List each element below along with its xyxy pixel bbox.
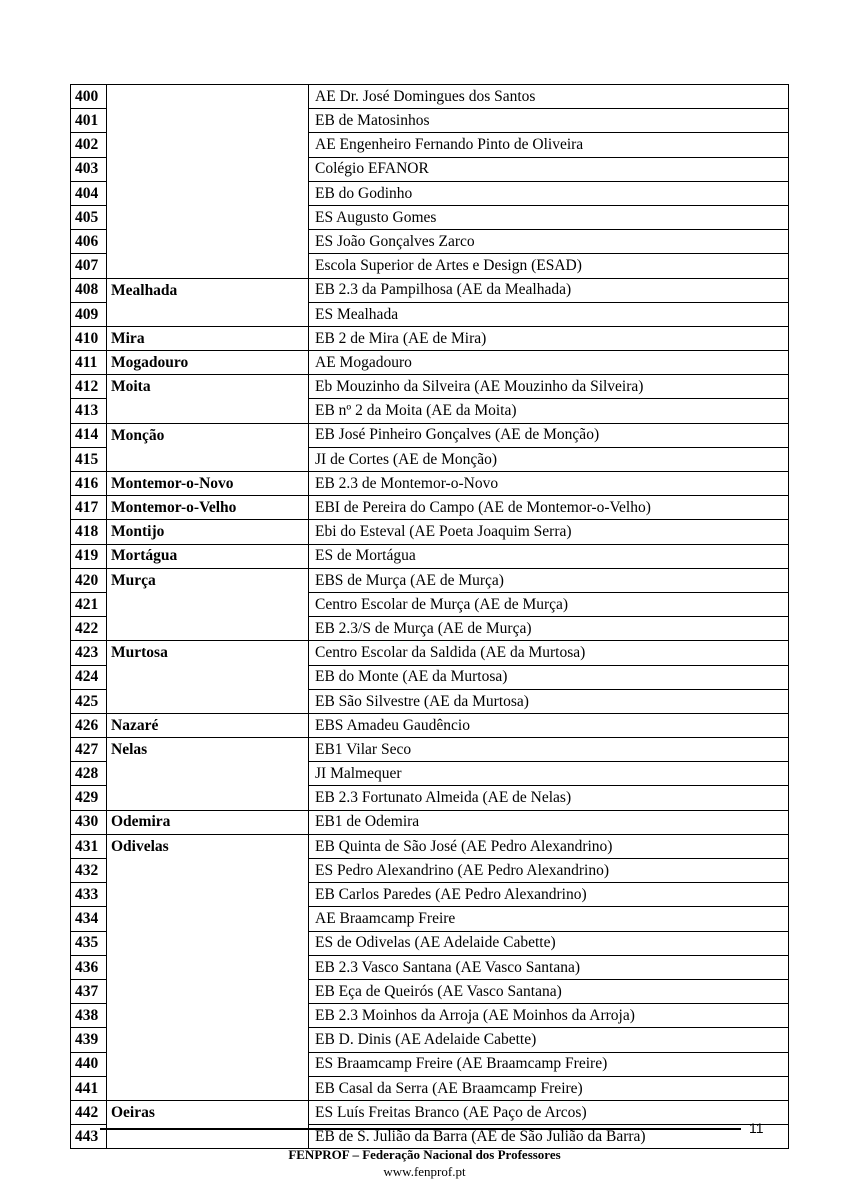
table-row [71,351,789,375]
municipality-cell: Mealhada [107,278,309,302]
municipality-cell: Monção [107,423,309,447]
table-row [71,278,789,302]
municipality-cell [107,109,309,133]
row-number: 436 [71,955,107,979]
row-number: 441 [71,1076,107,1100]
municipality-cell [107,689,309,713]
table-row [71,1076,789,1100]
row-number: 427 [71,738,107,762]
school-cell: JI de Cortes (AE de Monção) [309,447,789,471]
school-cell: Ebi do Esteval (AE Poeta Joaquim Serra) [309,520,789,544]
municipality-cell [107,1076,309,1100]
municipality-cell [107,447,309,471]
row-number: 429 [71,786,107,810]
table-row [71,85,789,109]
schools-table-body [71,85,789,1149]
table-row [71,496,789,520]
table-row [71,931,789,955]
municipality-cell: Murça [107,568,309,592]
row-number: 417 [71,496,107,520]
municipality-cell: Odemira [107,810,309,834]
row-number: 434 [71,907,107,931]
row-number: 406 [71,230,107,254]
table-row [71,157,789,181]
municipality-cell: Mortágua [107,544,309,568]
municipality-cell [107,907,309,931]
school-cell: ES de Odivelas (AE Adelaide Cabette) [309,931,789,955]
table-row [71,955,789,979]
row-number: 432 [71,859,107,883]
row-number: 437 [71,979,107,1003]
municipality-cell [107,762,309,786]
row-number: 414 [71,423,107,447]
school-cell: EB do Godinho [309,181,789,205]
row-number: 435 [71,931,107,955]
table-row [71,205,789,229]
municipality-cell [107,1028,309,1052]
municipality-cell: Montemor-o-Novo [107,472,309,496]
municipality-cell: Nelas [107,738,309,762]
row-number: 405 [71,205,107,229]
school-cell: AE Dr. José Domingues dos Santos [309,85,789,109]
footer-url: www.fenprof.pt [383,1164,466,1179]
school-cell: ES Luís Freitas Branco (AE Paço de Arcos) [309,1100,789,1124]
table-row [71,133,789,157]
school-cell: ES João Gonçalves Zarco [309,230,789,254]
municipality-cell [107,157,309,181]
page-number: 11 [749,1120,764,1136]
row-number: 428 [71,762,107,786]
schools-table [70,84,789,1149]
school-cell: EB 2.3 Fortunato Almeida (AE de Nelas) [309,786,789,810]
school-cell: Eb Mouzinho da Silveira (AE Mouzinho da Silveira) [309,375,789,399]
table-row [71,472,789,496]
school-cell: Centro Escolar de Murça (AE de Murça) [309,592,789,616]
table-row [71,834,789,858]
table-row [71,641,789,665]
school-cell: EB1 de Odemira [309,810,789,834]
school-cell: EBS de Murça (AE de Murça) [309,568,789,592]
table-row [71,907,789,931]
municipality-cell: Montijo [107,520,309,544]
table-row [71,230,789,254]
municipality-cell: Odivelas [107,834,309,858]
table-row [71,738,789,762]
row-number: 443 [71,1125,107,1149]
municipality-cell: Mira [107,326,309,350]
municipality-cell: Moita [107,375,309,399]
row-number: 408 [71,278,107,302]
municipality-cell [107,399,309,423]
table-row [71,617,789,641]
school-cell: AE Mogadouro [309,351,789,375]
table-row [71,689,789,713]
school-cell: ES de Mortágua [309,544,789,568]
table-row [71,544,789,568]
school-cell: EB nº 2 da Moita (AE da Moita) [309,399,789,423]
row-number: 410 [71,326,107,350]
table-row [71,326,789,350]
row-number: 413 [71,399,107,423]
school-cell: ES Pedro Alexandrino (AE Pedro Alexandrino) [309,859,789,883]
table-row [71,883,789,907]
municipality-cell [107,883,309,907]
municipality-cell [107,181,309,205]
school-cell: EB 2.3 Vasco Santana (AE Vasco Santana) [309,955,789,979]
school-cell: EB 2.3 da Pampilhosa (AE da Mealhada) [309,278,789,302]
school-cell: EB São Silvestre (AE da Murtosa) [309,689,789,713]
row-number: 418 [71,520,107,544]
municipality-cell: Mogadouro [107,351,309,375]
municipality-cell [107,979,309,1003]
table-row [71,181,789,205]
school-cell: EBI de Pereira do Campo (AE de Montemor-o-Velho) [309,496,789,520]
row-number: 400 [71,85,107,109]
row-number: 426 [71,713,107,737]
school-cell: EB 2.3/S de Murça (AE de Murça) [309,617,789,641]
municipality-cell [107,205,309,229]
school-cell: EB de S. Julião da Barra (AE de São Julião da Barra) [309,1125,789,1149]
row-number: 407 [71,254,107,278]
row-number: 403 [71,157,107,181]
row-number: 433 [71,883,107,907]
table-row [71,302,789,326]
row-number: 409 [71,302,107,326]
row-number: 419 [71,544,107,568]
school-cell: EB de Matosinhos [309,109,789,133]
municipality-cell [107,859,309,883]
school-cell: EB Quinta de São José (AE Pedro Alexandrino) [309,834,789,858]
table-row [71,1100,789,1124]
school-cell: EB 2.3 Moinhos da Arroja (AE Moinhos da Arroja) [309,1004,789,1028]
municipality-cell: Nazaré [107,713,309,737]
table-row [71,859,789,883]
municipality-cell [107,592,309,616]
municipality-cell [107,230,309,254]
table-row [71,979,789,1003]
table-row [71,399,789,423]
row-number: 404 [71,181,107,205]
school-cell: EB Casal da Serra (AE Braamcamp Freire) [309,1076,789,1100]
municipality-cell [107,1052,309,1076]
row-number: 424 [71,665,107,689]
municipality-cell [107,1004,309,1028]
municipality-cell [107,955,309,979]
school-cell: Colégio EFANOR [309,157,789,181]
school-cell: AE Braamcamp Freire [309,907,789,931]
school-cell: AE Engenheiro Fernando Pinto de Oliveira [309,133,789,157]
row-number: 402 [71,133,107,157]
row-number: 430 [71,810,107,834]
municipality-cell [107,85,309,109]
school-cell: EB 2.3 de Montemor-o-Novo [309,472,789,496]
municipality-cell [107,665,309,689]
school-cell: EB 2 de Mira (AE de Mira) [309,326,789,350]
table-row [71,1028,789,1052]
school-cell: Escola Superior de Artes e Design (ESAD) [309,254,789,278]
table-row [71,254,789,278]
table-row [71,665,789,689]
school-cell: ES Augusto Gomes [309,205,789,229]
school-cell: EB D. Dinis (AE Adelaide Cabette) [309,1028,789,1052]
row-number: 423 [71,641,107,665]
table-row [71,375,789,399]
table-row [71,520,789,544]
row-number: 415 [71,447,107,471]
row-number: 438 [71,1004,107,1028]
municipality-cell: Montemor-o-Velho [107,496,309,520]
footer-organization: FENPROF – Federação Nacional dos Professores [288,1147,561,1162]
school-cell: EB Carlos Paredes (AE Pedro Alexandrino) [309,883,789,907]
table-row [71,592,789,616]
table-row [71,762,789,786]
table-row [71,109,789,133]
table-row [71,1052,789,1076]
school-cell: ES Braamcamp Freire (AE Braamcamp Freire) [309,1052,789,1076]
municipality-cell: Murtosa [107,641,309,665]
municipality-cell [107,302,309,326]
row-number: 412 [71,375,107,399]
table-row [71,447,789,471]
table-row [71,713,789,737]
school-cell: EB José Pinheiro Gonçalves (AE de Monção) [309,423,789,447]
row-number: 420 [71,568,107,592]
footer-divider [100,1128,741,1130]
table-row [71,810,789,834]
municipality-cell [107,254,309,278]
table-row [71,786,789,810]
school-cell: ES Mealhada [309,302,789,326]
row-number: 411 [71,351,107,375]
row-number: 439 [71,1028,107,1052]
municipality-cell: Oeiras [107,1100,309,1124]
municipality-cell [107,133,309,157]
row-number: 440 [71,1052,107,1076]
municipality-cell [107,786,309,810]
row-number: 442 [71,1100,107,1124]
school-cell: JI Malmequer [309,762,789,786]
table-row [71,1004,789,1028]
municipality-cell [107,931,309,955]
row-number: 421 [71,592,107,616]
school-cell: EBS Amadeu Gaudêncio [309,713,789,737]
school-cell: EB do Monte (AE da Murtosa) [309,665,789,689]
table-row [71,423,789,447]
municipality-cell [107,617,309,641]
school-cell: Centro Escolar da Saldida (AE da Murtosa) [309,641,789,665]
school-cell: EB1 Vilar Seco [309,738,789,762]
row-number: 401 [71,109,107,133]
table-row [71,568,789,592]
row-number: 416 [71,472,107,496]
row-number: 431 [71,834,107,858]
school-cell: EB Eça de Queirós (AE Vasco Santana) [309,979,789,1003]
row-number: 422 [71,617,107,641]
row-number: 425 [71,689,107,713]
